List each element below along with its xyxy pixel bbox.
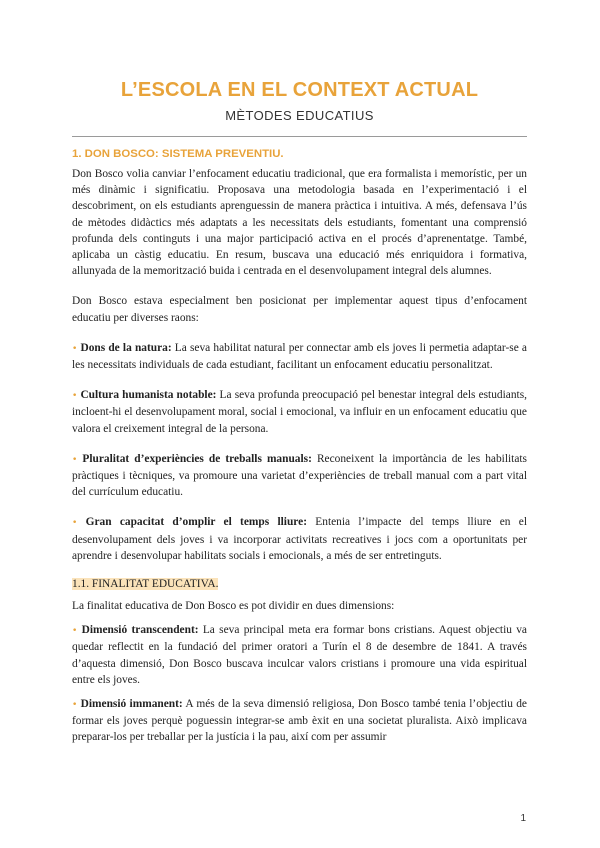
reason-text: La seva profunda preocupació pel benestar integral dels estudiants, incloent-hi el desenvolupament moral, social i emocional, va influir en un enfocament educatiu que valora el creixement integral de la persona.	[72, 389, 527, 435]
reason-text: Entenia l’impacte del temps lliure en el desenvolupament dels joves i va incorporar activitats recreatives i jocs com a oportunitats per aprendre i desenvolupar habilitats socials i emocionals, a més de ser entretinguts.	[72, 516, 527, 562]
reason-term: Dons de la natura:	[80, 341, 172, 354]
dimension-text: A més de la seva dimensió religiosa, Don Bosco també tenia l’objectiu de formar els joves perquè poguessin integrar-se amb èxit en una societat pluralista. Això implicava preparar-los per treballar per la justícia i la pau, així com per assumir	[72, 698, 527, 744]
document-subtitle: MÈTODES EDUCATIUS	[225, 108, 374, 123]
dimension-item	[72, 622, 527, 688]
dimension-term: Dimensió immanent:	[80, 698, 183, 711]
bullet-icon: •	[72, 626, 78, 637]
reasons-intro-paragraph: Don Bosco estava especialment ben posicionat per implementar aquest tipus d’enfocament educatiu per diverses raons:	[72, 295, 527, 324]
title-divider	[72, 136, 527, 137]
reason-item	[72, 340, 527, 373]
reason-item	[72, 451, 527, 501]
reason-text: Reconeixent la importància de les habilitats pràctiques i tècniques, va promoure una varietat d’experiències de treball manual com a part vital del currículum educatiu.	[72, 452, 527, 499]
dimension-item	[72, 696, 527, 746]
bullet-icon: •	[72, 454, 78, 465]
section-heading-don-bosco: 1. DON BOSCO: SISTEMA PREVENTIU.	[72, 148, 284, 160]
reason-term: Cultura humanista notable:	[80, 389, 217, 402]
reason-item	[72, 514, 527, 564]
reason-term: Pluralitat d’experiències de treballs manuals:	[82, 452, 312, 465]
bullet-icon: •	[72, 700, 78, 711]
dimension-term: Dimensió transcendent:	[81, 624, 199, 637]
finalitat-intro-paragraph: La finalitat educativa de Don Bosco es pot dividir en dues dimensions:	[72, 600, 395, 613]
highlighted-heading-text: 1.1. FINALITAT EDUCATIVA.	[72, 578, 219, 591]
bullet-icon: •	[72, 391, 78, 402]
page-number: 1	[520, 813, 526, 824]
reason-term: Gran capacitat d’omplir el temps lliure:	[85, 516, 307, 529]
bullet-icon: •	[72, 343, 78, 354]
dimension-text: La seva principal meta era formar bons cristians. Aquest objectiu va quedar reflectit en la fundació del primer oratori a Turín el 8 de desembre de 1841. A través d’aquesta dimensió, Don Bosco buscava inculcar valors cristians i promoure una vida espiritual entre els joves.	[72, 624, 527, 686]
reason-text: La seva habilitat natural per connectar amb els joves li permetia adaptar-se a les necessitats individuals de cada estudiant, facilitant un enfocament educatiu personalitzat.	[72, 341, 527, 372]
reason-item	[72, 387, 527, 437]
document-title: L’ESCOLA EN EL CONTEXT ACTUAL	[120, 79, 479, 101]
bullet-icon: •	[72, 518, 78, 529]
intro-paragraph: Don Bosco volia canviar l’enfocament educatiu tradicional, que era formalista i memorístic, per un més dinàmic i significatiu. Proposava una metodologia basada en l’experimentació i el descobriment, on els estudiants aprenguessin de manera pràctica i intuitiva. A més, defensava l’ús de mètodes didàctics més adaptats a les necessitats dels estudiants, fomentant una comprensió profunda dels continguts i una major participació activa en el procés d’aprenentatge. També, aplicaba un càstig educatiu. En resum, buscava una educació més enriquidora i formativa, allunyada de la memorització buida i centrada en el desenvolupament integral dels alumnes.	[72, 168, 527, 278]
subsection-heading-finalitat	[72, 576, 527, 592]
